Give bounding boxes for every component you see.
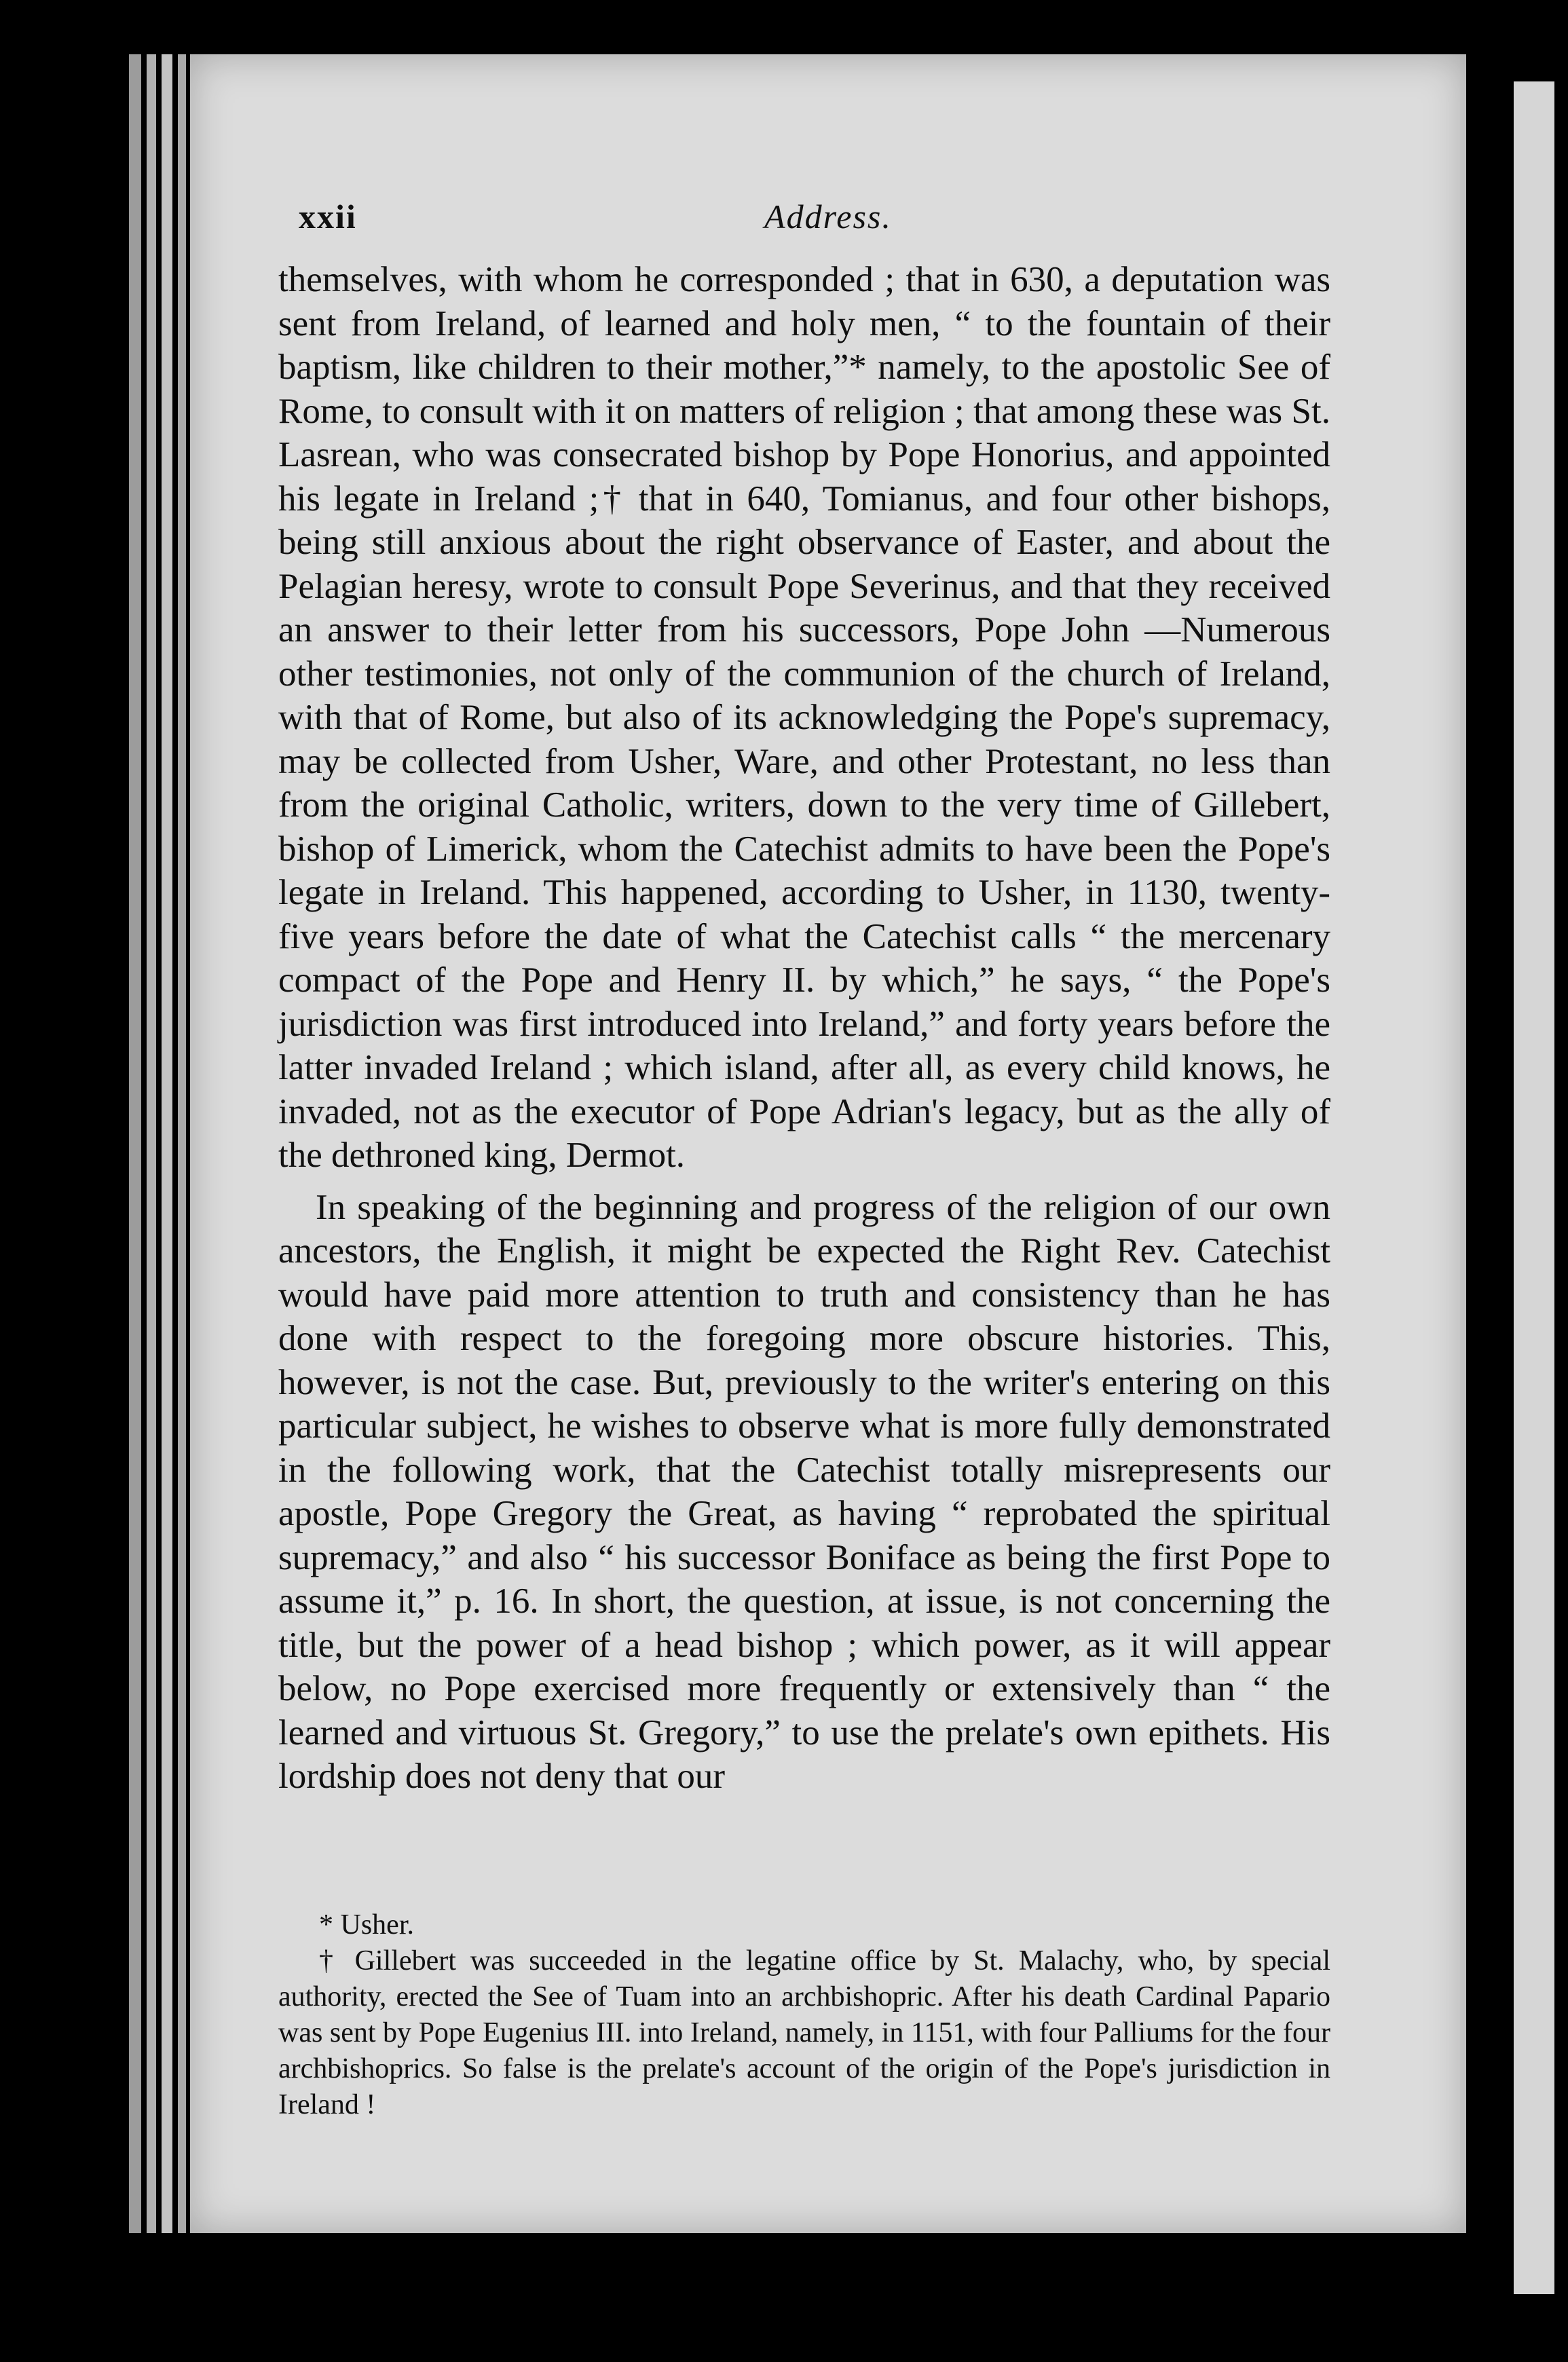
running-title: Address. <box>764 198 892 236</box>
body-text <box>278 258 1330 1799</box>
book-edge <box>147 54 156 2233</box>
book-page <box>190 54 1466 2233</box>
book-edge <box>129 54 141 2233</box>
paragraph-1: themselves, with whom he corresponded ; that in 630, a deputation was sent from Ireland, of learned and holy men, “ to the fountain of their baptism, like children to their mother,”* namely, to the apostolic See of Rome, to consult with it on matters of religion ; that among these was St. Lasrean, who was consecrated bishop by Pope Honorius, and appointed his legate in Ireland ;† that in 640, Tomianus, and four other bishops, being still anxious about the right observance of Easter, and about the Pelagian heresy, wrote to consult Pope Severinus, and that they received an answer to their letter from his successors, Pope John —Numerous other testimonies, not only of the communion of the church of Ireland, with that of Rome, but also of its acknowledging the Pope's supremacy, may be collected from Usher, Ware, and other Protestant, no less than from the original Catholic, writers, down to the very time of Gillebert, bishop of Limerick, whom the Catechist admits to have been the Pope's legate in Ireland. This happened, according to Usher, in 1130, twenty-five years before the date of what the Catechist calls “ the mercenary compact of the Pope and Henry II. by which,” he says, “ the Pope's jurisdiction was first introduced into Ireland,” and forty years before the latter invaded Ireland ; which island, after all, as every child knows, he invaded, not as the executor of Pope Adrian's legacy, but as the ally of the dethroned king, Dermot. <box>278 260 1330 1175</box>
page-number: xxii <box>299 198 357 236</box>
footnotes <box>278 1907 1330 2123</box>
adjacent-page-edge <box>1514 81 1554 2294</box>
footnote-1: * Usher. <box>319 1909 414 1941</box>
page-header <box>299 197 1358 244</box>
paragraph-2: In speaking of the beginning and progress of the religion of our own ancestors, the English, it might be expected the Right Rev. Catechist would have paid more attention to truth and consistency than he has done with respect to the foregoing more obscure histories. This, however, is not the case. But, previously to the writer's entering on this particular subject, he wishes to observe what is more fully demonstrated in the following work, that the Catechist totally misrepresents our apostle, Pope Gregory the Great, as having “ reprobated the spiritual supremacy,” and also “ his successor Boniface as being the first Pope to assume it,” p. 16. In short, the question, at issue, is not concerning the title, but the power of a head bishop ; which power, as it will appear below, no Pope exercised more frequently or extensively than “ the learned and virtuous St. Gregory,” to use the prelate's own epithets. His lordship does not deny that our <box>278 1187 1330 1796</box>
book-edge <box>178 54 186 2233</box>
book-edge <box>162 54 172 2233</box>
footnote-2: † Gillebert was succeeded in the legatine office by St. Malachy, who, by special authority, erected the See of Tuam into an archbishopric. After his death Cardinal Papario was sent by Pope Eugenius III. into Ireland, namely, in 1151, with four Palliums for the four archbishoprics. So false is the prelate's account of the origin of the Pope's jurisdiction in Ireland ! <box>278 1945 1330 2120</box>
